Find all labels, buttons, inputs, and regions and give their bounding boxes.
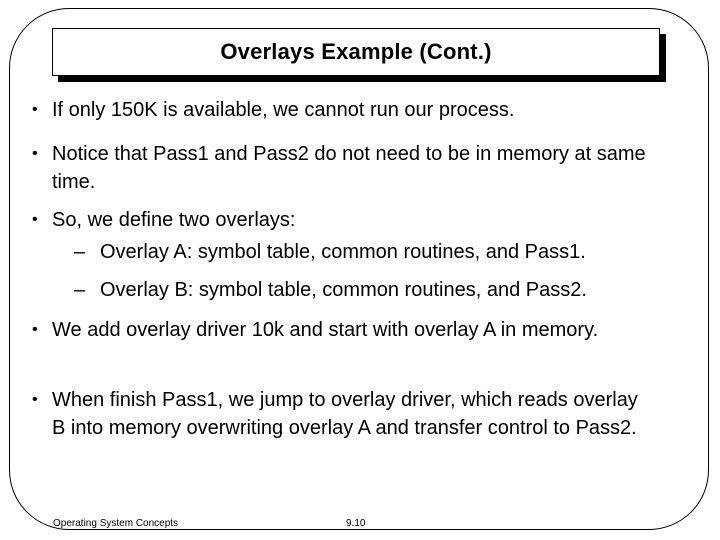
bullet-dot-icon: •	[32, 101, 38, 118]
bullet-dot-icon: •	[32, 211, 38, 228]
bullet-dot-icon: •	[32, 145, 38, 162]
bullet-text: When finish Pass1, we jump to overlay driver, which reads overlay B into memory overwriting overlay A and transfer control to Pass2.	[52, 389, 638, 439]
sub-bullet-item	[74, 238, 586, 266]
sub-bullet-text: Overlay B: symbol table, common routines, and Pass2.	[100, 279, 587, 301]
dash-icon: –	[74, 241, 86, 263]
bullet-item	[32, 206, 672, 234]
bullet-text: Notice that Pass1 and Pass2 do not need to be in memory at same time.	[52, 143, 646, 193]
sub-bullet-text: Overlay A: symbol table, common routines, and Pass1.	[100, 241, 586, 263]
bullet-item	[32, 140, 652, 196]
page-title: Overlays Example (Cont.)	[220, 39, 492, 64]
bullet-text: If only 150K is available, we cannot run our process.	[52, 99, 515, 121]
bullet-item	[32, 316, 612, 344]
footer-course-title: Operating System Concepts	[53, 518, 179, 529]
bullet-text: We add overlay driver 10k and start with overlay A in memory.	[52, 319, 599, 341]
bullet-item	[32, 96, 672, 124]
sub-bullet-item	[74, 276, 587, 304]
bullet-item	[32, 386, 652, 442]
dash-icon: –	[74, 279, 86, 301]
footer-page-number: 9.10	[346, 518, 366, 529]
bullet-text: So, we define two overlays:	[52, 209, 296, 231]
bullet-dot-icon: •	[32, 391, 38, 408]
bullet-dot-icon: •	[32, 321, 38, 338]
slide-frame	[9, 8, 709, 530]
title-box	[52, 28, 660, 76]
